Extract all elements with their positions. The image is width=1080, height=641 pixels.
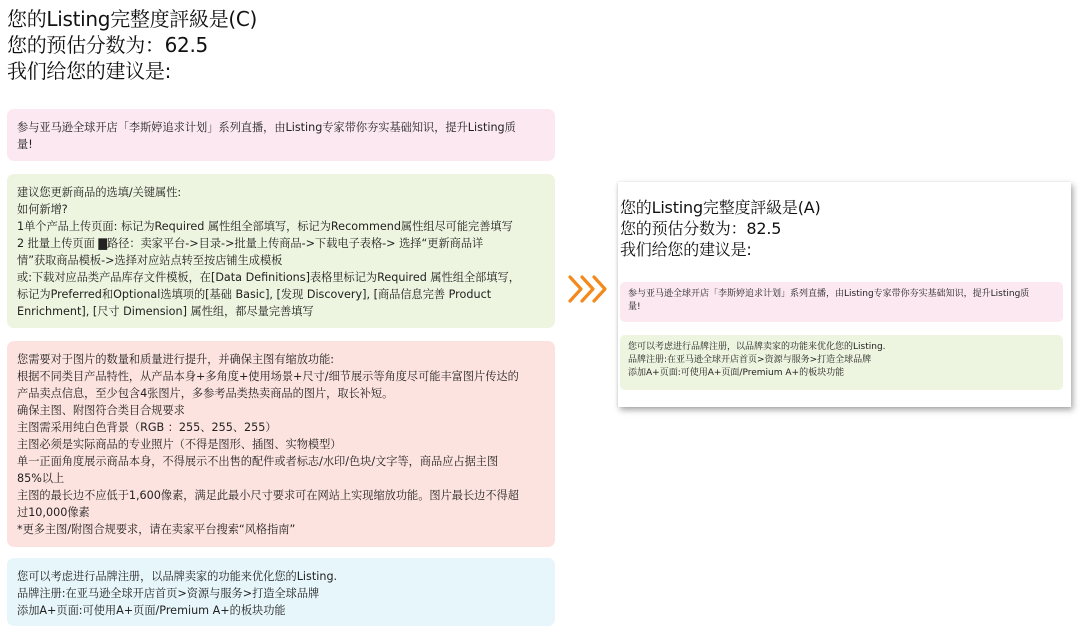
right-grade-line: 您的Listing完整度評級是(A): [620, 198, 821, 217]
right-card-brand: [620, 335, 1063, 390]
left-card-brand: [7, 558, 555, 626]
card-line: 主图必须是实际商品的专业照片（不得是图形、插图、实物模型）: [17, 438, 342, 451]
left-report: [7, 6, 555, 617]
left-card-attributes: [7, 174, 555, 328]
card-line: 过10,000像素: [17, 506, 90, 519]
right-heading: [620, 197, 821, 260]
left-heading: [7, 6, 555, 84]
card-line: 确保主图、附图符合类目合规要求: [17, 404, 185, 417]
card-line: 量!: [628, 302, 641, 312]
card-line: 建议您更新商品的选填/关键属性:: [17, 186, 182, 199]
card-line: 添加A+页面:可使用A+页面/Premium A+的板块功能: [17, 604, 286, 617]
card-line: 85%以上: [17, 472, 65, 485]
card-line: 量!: [17, 138, 33, 151]
card-line: 单一正面角度展示商品本身，不得展示不出售的配件或者标志/水印/色块/文字等，商品应占据主图: [17, 455, 499, 468]
card-line: 标记为Preferred和Optional选填项的[基础 Basic], [发现 Discovery], [商品信息完善 Product: [17, 288, 492, 301]
card-line: 主图的最长边不应低于1,600像素，满足此最小尺寸要求可在网站上实现缩放功能。图片最长边不得超: [17, 489, 519, 502]
card-line: 主图需采用纯白色背景（RGB ：255、255、255）: [17, 421, 277, 434]
right-score-line: 您的预估分数为：82.5: [620, 219, 782, 238]
triple-chevron-right-icon: [567, 273, 611, 305]
card-line: 参与亚马逊全球开店「李斯婷追求计划」系列直播，由Listing专家带你夯实基础知识，提升Listing质: [628, 289, 1030, 299]
card-line: 或:下载对应品类产品库存文件模板，在[Data Definitions]表格里标记为Required 属性组全部填写，: [17, 271, 520, 284]
card-line: 您可以考虑进行品牌注册，以品牌卖家的功能来优化您的Listing.: [17, 570, 338, 583]
card-line: 情”获取商品模板->选择对应站点转至按店铺生成模板: [17, 254, 283, 267]
left-card-images: [7, 341, 555, 547]
card-line: 参与亚马逊全球开店「李斯婷追求计划」系列直播，由Listing专家带你夯实基础知识，提升Listing质: [17, 121, 516, 134]
card-line: 添加A+页面:可使用A+页面/Premium A+的板块功能: [628, 368, 845, 378]
card-line: 1单个产品上传页面: 标记为Required 属性组全部填写，标记为Recommend属性组尽可能完善填写: [17, 220, 513, 233]
right-card-livestream: [620, 282, 1063, 322]
left-suggestion-title: 我们给您的建议是:: [7, 59, 172, 83]
card-line: 您需要对于图片的数量和质量进行提升，并确保主图有缩放功能:: [17, 353, 335, 366]
card-line: 根据不同类目产品特性，从产品本身+多角度+使用场景+尺寸/细节展示等角度尽可能丰富图片传达的: [17, 370, 519, 383]
card-line: 如何新增?: [17, 203, 68, 216]
right-report: [618, 182, 1071, 407]
card-line: 产品卖点信息，至少包含4张图片，多参考品类热卖商品的图片，取长补短。: [17, 387, 394, 400]
left-grade-line: 您的Listing完整度評級是(C): [7, 7, 258, 31]
left-card-livestream: [7, 109, 555, 161]
right-suggestion-title: 我们给您的建议是:: [620, 240, 752, 259]
card-line: 2 批量上传页面 ▇路径：卖家平台->目录->批量上传商品->下载电子表格-> 选择“更新商品详: [17, 237, 484, 250]
card-line: 品牌注册:在亚马逊全球开店首页>资源与服务>打造全球品牌: [628, 355, 872, 365]
card-line: 您可以考虑进行品牌注册，以品牌卖家的功能来优化您的Listing.: [628, 342, 886, 352]
left-score-line: 您的预估分数为：62.5: [7, 33, 208, 57]
card-line: *更多主图/附图合规要求，请在卖家平台搜索“风格指南”: [17, 523, 296, 536]
card-line: Enrichment], [尺寸 Dimension] 属性组，都尽量完善填写: [17, 305, 314, 318]
card-line: 品牌注册:在亚马逊全球开店首页>资源与服务>打造全球品牌: [17, 587, 320, 600]
